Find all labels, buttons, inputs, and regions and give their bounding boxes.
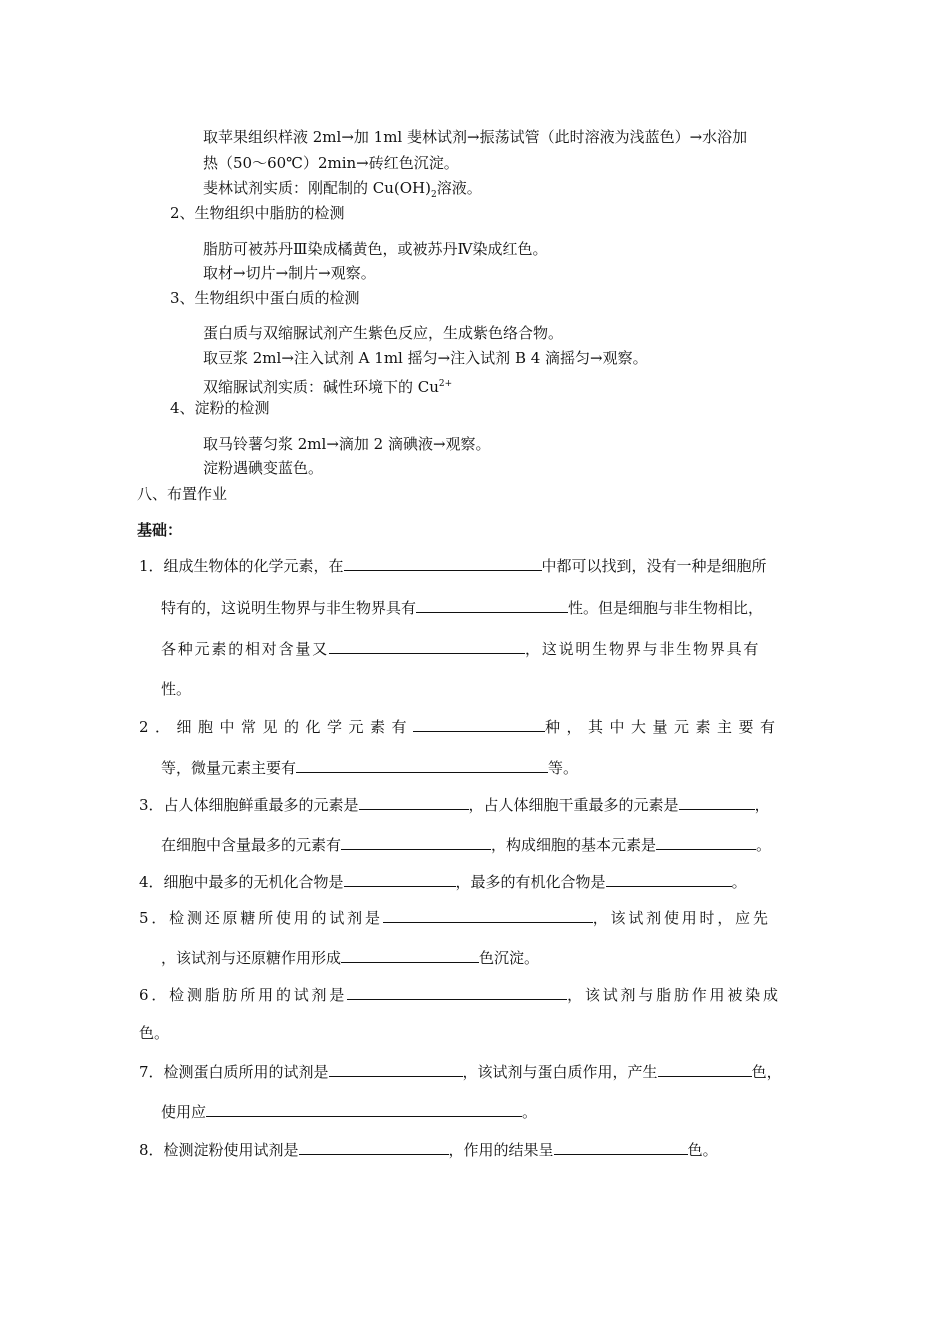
q8-blank-2[interactable]: [554, 1139, 688, 1155]
q7-blank-1[interactable]: [329, 1061, 463, 1077]
homework-section-title: 八、布置作业: [137, 485, 228, 503]
protein-line2: 取豆浆 2ml→注入试剂 A 1ml 摇匀→注入试剂 B 4 滴摇匀→观察。: [203, 349, 648, 367]
q3-text-d: 在细胞中含量最多的元素有: [161, 836, 342, 854]
basic-label: 基础：: [137, 521, 183, 539]
question-7-line2: [161, 1101, 537, 1122]
q3-text-f: 。: [756, 836, 772, 854]
q4-text-c: 。: [731, 873, 747, 891]
question-5-line2: [161, 947, 539, 968]
q3-blank-2[interactable]: [679, 794, 755, 810]
q3-blank-4[interactable]: [656, 834, 756, 850]
q4-text-a: 4．细胞中最多的无机化合物是: [139, 873, 344, 891]
q2-text-a: 2．细胞中常见的化学元素有: [139, 718, 414, 736]
fat-heading: 2、生物组织中脂肪的检测: [170, 204, 345, 222]
question-7-line1: [139, 1061, 782, 1082]
q2-text-b: 种，其中大量元素主要有: [545, 718, 782, 736]
fehling-suffix: 溶液。: [436, 179, 482, 197]
q5-text-d: 色沉淀。: [479, 949, 540, 967]
question-4-line1: [139, 871, 747, 892]
question-1-line2: [161, 597, 763, 618]
q7-blank-3[interactable]: [206, 1101, 522, 1117]
question-6-line1: [139, 984, 781, 1005]
q6-text-a: 6．检测脂肪所用的试剂是: [139, 986, 348, 1004]
q1-text-b: 中都可以找到，没有一种是细胞所: [541, 557, 767, 575]
q7-text-e: 。: [522, 1103, 538, 1121]
q1-text-c: 特有的，这说明生物界与非生物界具有: [161, 599, 417, 617]
q1-blank-1[interactable]: [344, 555, 542, 571]
starch-line2: 淀粉遇碘变蓝色。: [203, 459, 324, 477]
q1-text-f: ，这说明生物界与非生物界具有: [525, 640, 761, 658]
q7-text-b: ，该试剂与蛋白质作用，产生: [462, 1063, 658, 1081]
q4-text-b: ，最多的有机化合物是: [455, 873, 606, 891]
question-1-line3: [161, 638, 760, 659]
q5-text-b: ，该试剂使用时，应先: [592, 909, 771, 927]
q8-blank-1[interactable]: [299, 1139, 449, 1155]
fehling-subscript: 2: [431, 190, 437, 200]
q7-text-a: 7．检测蛋白质所用的试剂是: [139, 1063, 329, 1081]
q3-text-b: ，占人体细胞干重最多的元素是: [468, 796, 679, 814]
q5-text-a: 5．检测还原糖所使用的试剂是: [139, 909, 383, 927]
q3-blank-1[interactable]: [359, 794, 469, 810]
q2-blank-2[interactable]: [296, 757, 548, 773]
biuret-reagent-note: [203, 374, 452, 397]
biuret-superscript: 2+: [438, 379, 453, 389]
q2-blank-1[interactable]: [413, 716, 545, 732]
q7-text-d: 使用应: [161, 1103, 207, 1121]
sugar-procedure-line2: 热（50～60℃）2min→砖红色沉淀。: [203, 154, 459, 172]
q5-text-c: ，该试剂与还原糖作用形成: [161, 949, 342, 967]
question-1-line1: [139, 555, 767, 576]
question-2-line1: [139, 716, 782, 737]
q1-blank-2[interactable]: [416, 597, 568, 613]
fehling-reagent-note: [203, 178, 482, 205]
q4-blank-1[interactable]: [344, 871, 456, 887]
q8-text-a: 8．检测淀粉使用试剂是: [139, 1141, 299, 1159]
starch-heading: 4、淀粉的检测: [170, 399, 270, 417]
protein-heading: 3、生物组织中蛋白质的检测: [170, 289, 360, 307]
q1-text-e: 各种元素的相对含量又: [161, 640, 330, 658]
q4-blank-2[interactable]: [606, 871, 732, 887]
q7-text-c: 色，: [751, 1063, 782, 1081]
q1-blank-3[interactable]: [329, 638, 525, 654]
q6-blank-1[interactable]: [347, 984, 567, 1000]
biuret-reagent-text: 双缩脲试剂实质：碱性环境下的 Cu: [203, 378, 439, 396]
question-5-line1: [139, 907, 771, 928]
q3-text-e: ，构成细胞的基本元素是: [491, 836, 657, 854]
question-1-line4: 性。: [161, 680, 192, 698]
fehling-reagent-text: 斐林试剂实质：刚配制的 Cu(OH): [203, 179, 431, 197]
question-2-line2: [161, 757, 578, 778]
q2-text-c: 等，微量元素主要有: [161, 759, 297, 777]
question-3-line2: [161, 834, 771, 855]
q3-blank-3[interactable]: [341, 834, 491, 850]
q5-blank-1[interactable]: [383, 907, 593, 923]
question-8-line1: [139, 1139, 718, 1160]
q2-text-d: 等。: [548, 759, 579, 777]
starch-line1: 取马铃薯匀浆 2ml→滴加 2 滴碘液→观察。: [203, 435, 491, 453]
q3-text-c: ，: [754, 796, 770, 814]
q6-text-b: ，该试剂与脂肪作用被染成: [567, 986, 781, 1004]
fat-line2: 取材→切片→制片→观察。: [203, 264, 376, 282]
question-6-line2: 色。: [139, 1024, 170, 1042]
q1-text-a: 1．组成生物体的化学元素，在: [139, 557, 344, 575]
q8-text-c: 色。: [687, 1141, 718, 1159]
fat-line1: 脂肪可被苏丹Ⅲ染成橘黄色，或被苏丹Ⅳ染成红色。: [203, 240, 548, 258]
q5-blank-2[interactable]: [341, 947, 479, 963]
q1-text-d: 性。但是细胞与非生物相比，: [568, 599, 764, 617]
q8-text-b: ，作用的结果呈: [448, 1141, 554, 1159]
question-3-line1: [139, 794, 770, 815]
q3-text-a: 3．占人体细胞鲜重最多的元素是: [139, 796, 359, 814]
sugar-procedure-line1: 取苹果组织样液 2ml→加 1ml 斐林试剂→振荡试管（此时溶液为浅蓝色）→水浴加: [203, 128, 748, 146]
protein-line1: 蛋白质与双缩脲试剂产生紫色反应，生成紫色络合物。: [203, 324, 564, 342]
q7-blank-2[interactable]: [658, 1061, 752, 1077]
